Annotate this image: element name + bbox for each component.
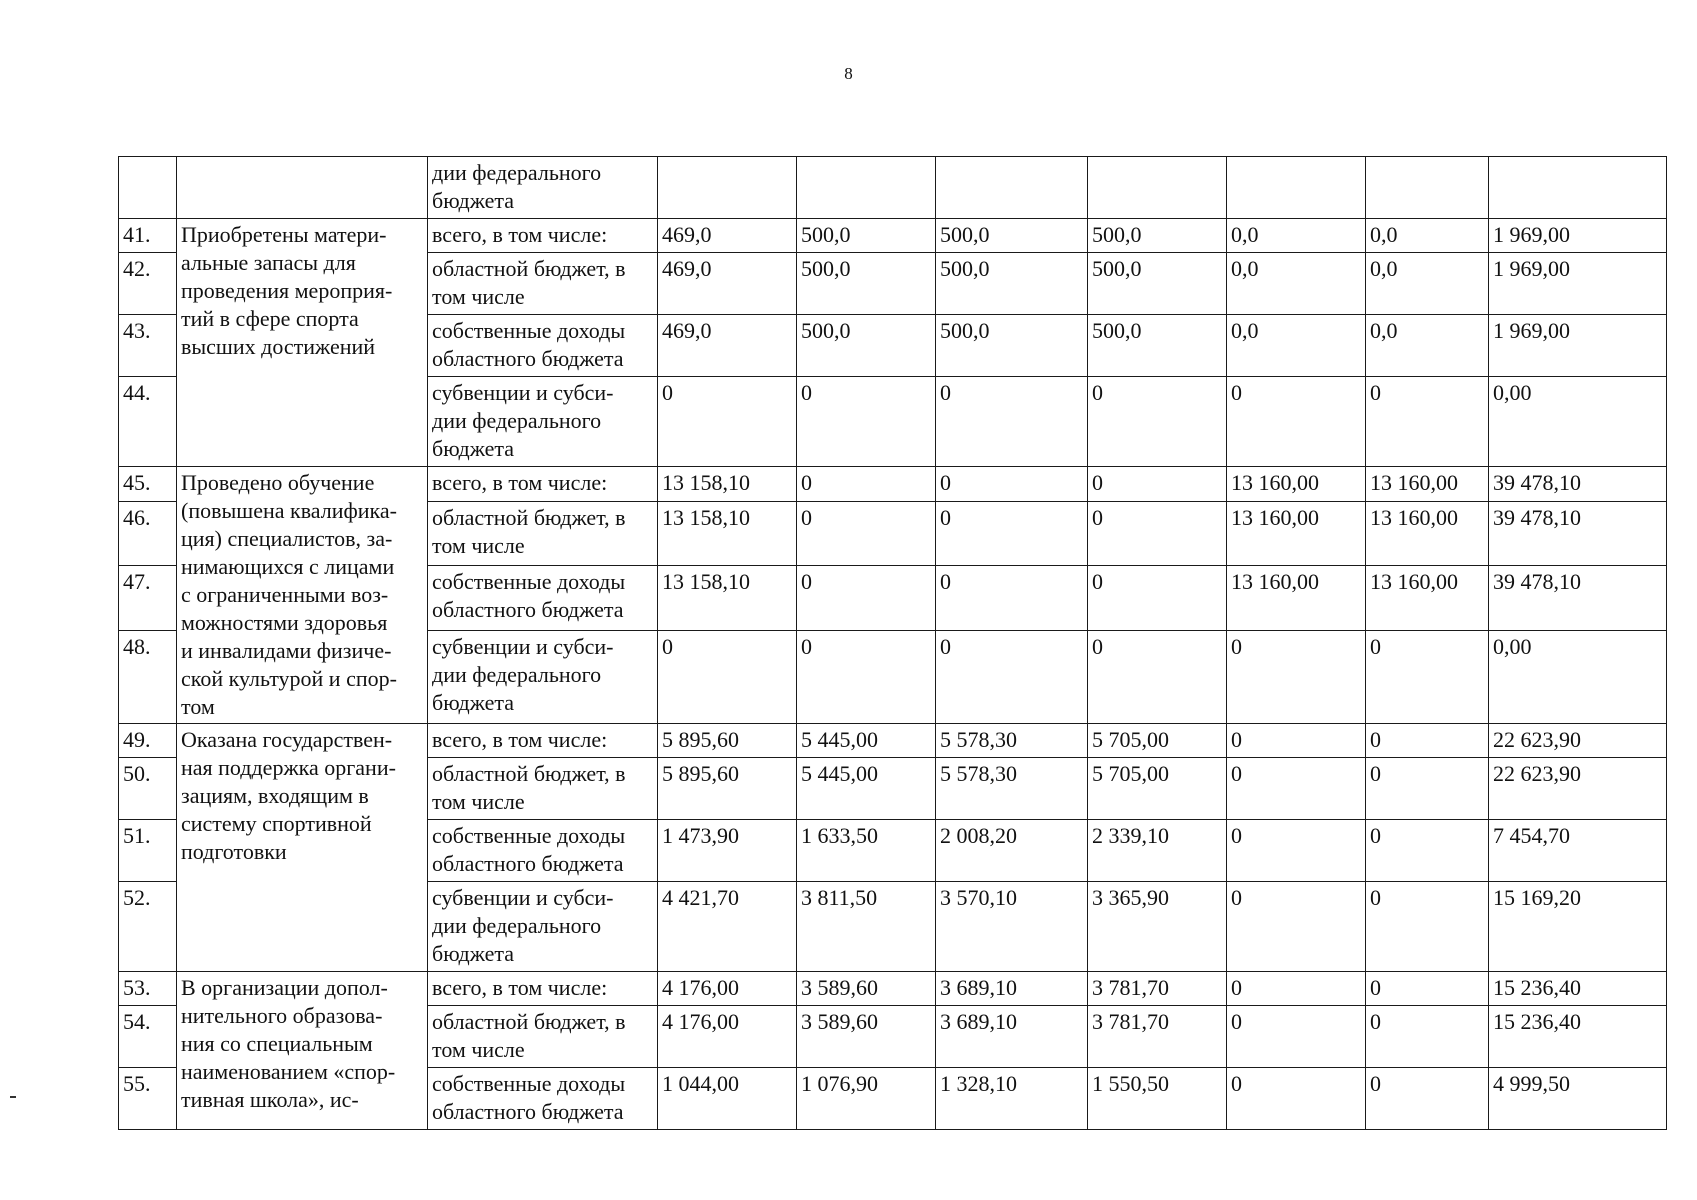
value-cell (797, 157, 936, 219)
value-cell: 0 (1227, 630, 1366, 723)
value-cell: 500,0 (1088, 219, 1227, 253)
value-cell: 1 969,00 (1489, 315, 1667, 377)
value-cell: 0 (1366, 1006, 1489, 1068)
value-cell (1088, 157, 1227, 219)
funding-source-cell: областной бюджет, в том числе (428, 253, 658, 315)
value-cell: 0,0 (1366, 315, 1489, 377)
budget-table (118, 156, 1667, 1130)
value-cell: 0 (1366, 882, 1489, 972)
value-cell: 1 328,10 (936, 1068, 1088, 1130)
value-cell: 0,0 (1227, 315, 1366, 377)
value-cell: 13 158,10 (658, 467, 797, 502)
value-cell: 7 454,70 (1489, 820, 1667, 882)
value-cell: 15 236,40 (1489, 1006, 1667, 1068)
value-cell: 22 623,90 (1489, 758, 1667, 820)
funding-source-cell: субвенции и субси- дии федерального бюджета (428, 377, 658, 467)
value-cell: 13 160,00 (1366, 502, 1489, 566)
value-cell: 13 160,00 (1366, 467, 1489, 502)
value-cell: 3 589,60 (797, 1006, 936, 1068)
value-cell: 0,00 (1489, 377, 1667, 467)
funding-source-cell: всего, в том числе: (428, 467, 658, 502)
description-cell: Приобретены матери- альные запасы для проведения мероприя- тий в сфере спорта высших достижений (177, 219, 428, 467)
description-cell: В организации допол- нительного образова- ния со специальным наименованием «спор- тивная школа», ис- (177, 972, 428, 1130)
row-number-cell: 43. (119, 315, 177, 377)
value-cell: 3 365,90 (1088, 882, 1227, 972)
value-cell: 0 (1088, 566, 1227, 630)
value-cell: 22 623,90 (1489, 724, 1667, 758)
value-cell: 0 (936, 467, 1088, 502)
value-cell: 0,00 (1489, 630, 1667, 723)
value-cell: 0 (1088, 630, 1227, 723)
value-cell: 1 044,00 (658, 1068, 797, 1130)
row-number-cell: 42. (119, 253, 177, 315)
value-cell: 0 (797, 467, 936, 502)
funding-source-cell: субвенции и субси- дии федерального бюджета (428, 882, 658, 972)
value-cell: 0 (797, 377, 936, 467)
value-cell: 3 781,70 (1088, 972, 1227, 1006)
value-cell: 0 (936, 630, 1088, 723)
funding-source-cell: дии федерального бюджета (428, 157, 658, 219)
value-cell: 0 (1366, 724, 1489, 758)
funding-source-cell: собственные доходы областного бюджета (428, 1068, 658, 1130)
value-cell: 0 (1366, 377, 1489, 467)
value-cell: 3 781,70 (1088, 1006, 1227, 1068)
value-cell: 0 (1366, 630, 1489, 723)
value-cell: 3 689,10 (936, 972, 1088, 1006)
value-cell: 0 (1088, 377, 1227, 467)
margin-mark (10, 1096, 16, 1098)
value-cell: 469,0 (658, 253, 797, 315)
value-cell: 1 473,90 (658, 820, 797, 882)
description-cell: Проведено обучение (повышена квалифика- ция) специалистов, за- нимающихся с лицами с ограниченными воз- можностями здоровья и инвалидами физиче- ской культурой и спор- том (177, 467, 428, 724)
value-cell: 0 (1088, 502, 1227, 566)
value-cell: 4 421,70 (658, 882, 797, 972)
value-cell: 13 160,00 (1227, 502, 1366, 566)
value-cell (1489, 157, 1667, 219)
value-cell: 0 (936, 377, 1088, 467)
value-cell: 469,0 (658, 219, 797, 253)
value-cell: 5 578,30 (936, 724, 1088, 758)
value-cell: 0 (1227, 377, 1366, 467)
value-cell: 0 (1227, 1068, 1366, 1130)
value-cell: 0,0 (1227, 253, 1366, 315)
funding-source-cell: собственные доходы областного бюджета (428, 566, 658, 630)
value-cell: 5 895,60 (658, 758, 797, 820)
funding-source-cell: субвенции и субси- дии федерального бюджета (428, 630, 658, 723)
table-row (119, 972, 1667, 1006)
funding-source-cell: собственные доходы областного бюджета (428, 820, 658, 882)
value-cell: 500,0 (797, 219, 936, 253)
value-cell: 13 160,00 (1227, 467, 1366, 502)
row-number-cell: 51. (119, 820, 177, 882)
value-cell: 2 339,10 (1088, 820, 1227, 882)
value-cell: 13 158,10 (658, 566, 797, 630)
value-cell: 5 895,60 (658, 724, 797, 758)
value-cell: 13 160,00 (1366, 566, 1489, 630)
value-cell: 0 (658, 377, 797, 467)
value-cell: 1 076,90 (797, 1068, 936, 1130)
description-cell (177, 157, 428, 219)
value-cell (658, 157, 797, 219)
value-cell: 0,0 (1227, 219, 1366, 253)
value-cell: 500,0 (1088, 315, 1227, 377)
value-cell: 500,0 (936, 219, 1088, 253)
value-cell: 0 (658, 630, 797, 723)
value-cell: 0 (797, 630, 936, 723)
row-number-cell: 50. (119, 758, 177, 820)
value-cell: 1 969,00 (1489, 253, 1667, 315)
row-number-cell: 41. (119, 219, 177, 253)
table-row (119, 724, 1667, 758)
value-cell: 3 570,10 (936, 882, 1088, 972)
funding-source-cell: всего, в том числе: (428, 219, 658, 253)
value-cell: 4 176,00 (658, 972, 797, 1006)
value-cell: 0,0 (1366, 253, 1489, 315)
value-cell: 500,0 (936, 253, 1088, 315)
table-row (119, 219, 1667, 253)
value-cell: 5 445,00 (797, 758, 936, 820)
value-cell: 0 (1227, 758, 1366, 820)
row-number-cell: 55. (119, 1068, 177, 1130)
row-number-cell: 45. (119, 467, 177, 502)
row-number-cell: 54. (119, 1006, 177, 1068)
row-number-cell: 47. (119, 566, 177, 630)
row-number-cell: 52. (119, 882, 177, 972)
value-cell: 39 478,10 (1489, 467, 1667, 502)
value-cell: 15 236,40 (1489, 972, 1667, 1006)
value-cell: 0 (797, 566, 936, 630)
value-cell: 500,0 (936, 315, 1088, 377)
table-row (119, 157, 1667, 219)
value-cell: 13 158,10 (658, 502, 797, 566)
value-cell: 0 (797, 502, 936, 566)
value-cell (936, 157, 1088, 219)
row-number-cell: 48. (119, 630, 177, 723)
value-cell: 5 445,00 (797, 724, 936, 758)
value-cell: 1 550,50 (1088, 1068, 1227, 1130)
funding-source-cell: всего, в том числе: (428, 724, 658, 758)
value-cell: 1 969,00 (1489, 219, 1667, 253)
value-cell: 13 160,00 (1227, 566, 1366, 630)
value-cell: 469,0 (658, 315, 797, 377)
page-number: 8 (844, 64, 853, 83)
value-cell: 15 169,20 (1489, 882, 1667, 972)
value-cell: 3 811,50 (797, 882, 936, 972)
value-cell: 5 705,00 (1088, 724, 1227, 758)
row-number-cell: 46. (119, 502, 177, 566)
value-cell: 3 589,60 (797, 972, 936, 1006)
row-number-cell: 44. (119, 377, 177, 467)
table-row (119, 467, 1667, 502)
funding-source-cell: всего, в том числе: (428, 972, 658, 1006)
value-cell: 0 (1366, 820, 1489, 882)
value-cell: 4 176,00 (658, 1006, 797, 1068)
value-cell: 0 (1227, 724, 1366, 758)
row-number-cell: 49. (119, 724, 177, 758)
value-cell: 0 (936, 566, 1088, 630)
value-cell: 500,0 (1088, 253, 1227, 315)
row-number-cell: 53. (119, 972, 177, 1006)
value-cell: 5 705,00 (1088, 758, 1227, 820)
value-cell: 0 (1366, 972, 1489, 1006)
funding-source-cell: областной бюджет, в том числе (428, 1006, 658, 1068)
value-cell: 0 (936, 502, 1088, 566)
value-cell: 39 478,10 (1489, 502, 1667, 566)
value-cell: 3 689,10 (936, 1006, 1088, 1068)
value-cell: 1 633,50 (797, 820, 936, 882)
value-cell: 0 (1227, 882, 1366, 972)
value-cell: 0 (1227, 1006, 1366, 1068)
value-cell: 5 578,30 (936, 758, 1088, 820)
value-cell: 0 (1088, 467, 1227, 502)
value-cell (1366, 157, 1489, 219)
value-cell: 39 478,10 (1489, 566, 1667, 630)
value-cell: 0 (1227, 820, 1366, 882)
value-cell: 500,0 (797, 315, 936, 377)
value-cell: 0 (1366, 1068, 1489, 1130)
value-cell: 0 (1366, 758, 1489, 820)
funding-source-cell: областной бюджет, в том числе (428, 502, 658, 566)
value-cell: 0 (1227, 972, 1366, 1006)
funding-source-cell: областной бюджет, в том числе (428, 758, 658, 820)
value-cell: 4 999,50 (1489, 1068, 1667, 1130)
value-cell: 0,0 (1366, 219, 1489, 253)
value-cell: 500,0 (797, 253, 936, 315)
description-cell: Оказана государствен- ная поддержка органи- зациям, входящим в систему спортивной подготовки (177, 724, 428, 972)
value-cell: 2 008,20 (936, 820, 1088, 882)
value-cell (1227, 157, 1366, 219)
funding-source-cell: собственные доходы областного бюджета (428, 315, 658, 377)
row-number-cell (119, 157, 177, 219)
